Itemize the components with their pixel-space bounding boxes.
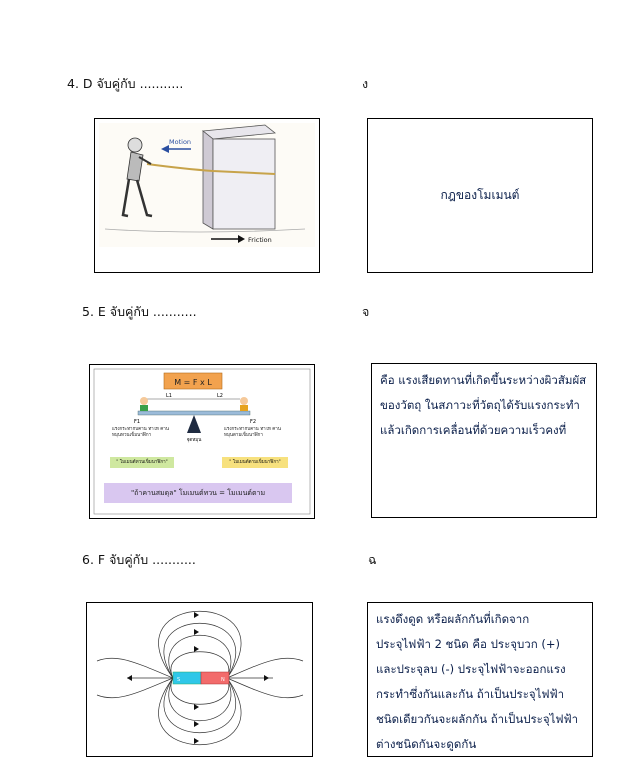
answer-1-text: กฎของโมเมนต์	[440, 188, 520, 202]
right-desc: แรงกระทำกับคาน ทำให้ คานหมุนตามเข็มนาฬิกา	[224, 427, 281, 438]
question-6-letter: ฉ	[368, 552, 377, 567]
moment-diagram	[90, 365, 314, 518]
friction-illustration	[95, 119, 319, 272]
answer-2-text: คือ แรงเสียดทานที่เกิดขึ้นระหว่างผิวสัมผัสของวัตถุ ในสภาวะที่วัตถุได้รับแรงกระทำแล้วเกิดการเคลื่อนที่ด้วยความเร็วคงที่	[380, 373, 587, 437]
l2-label: L2	[217, 393, 223, 399]
f2-label: F2	[250, 419, 257, 425]
question-4-letter: ง	[362, 76, 369, 91]
question-6-label: 6. F จับคู่กับ ...........	[82, 552, 196, 567]
answer-box-1	[367, 118, 593, 273]
left-tag: " โมเมนต์ทวนเข็มนาฬิกา"	[116, 460, 168, 465]
magnet-field-diagram	[87, 603, 312, 756]
answer-box-3	[367, 602, 593, 757]
friction-label: Friction	[248, 236, 272, 244]
left-desc: แรงกระทำกับคาน ทำให้ คานหมุนทวนเข็มนาฬิกา	[112, 427, 169, 438]
magnet-s-label: S	[177, 677, 181, 683]
question-4-label: 4. D จับคู่กับ ...........	[67, 76, 184, 91]
answer-box-2	[371, 363, 597, 518]
pivot-label: จุดหมุน	[186, 438, 202, 443]
question-5-letter: จ	[362, 304, 370, 319]
l1-label: L1	[166, 393, 172, 399]
friction-image	[94, 118, 320, 273]
formula-text: M = F x L	[174, 378, 212, 387]
question-5-label: 5. E จับคู่กับ ...........	[82, 304, 197, 319]
balance-text: "ถ้าคานสมดุล" โมเมนต์ทวน = โมเมนต์ตาม	[130, 489, 266, 497]
magnet-n-label: N	[221, 677, 225, 683]
moment-image	[89, 364, 315, 519]
answer-3-text: แรงดึงดูด หรือผลักกันที่เกิดจากประจุไฟฟ้า 2 ชนิด คือ ประจุบวก (+) และประจุลบ (-) ประจุไฟฟ้าจะออกแรงกระทำซึ่งกันและกัน ถ้าเป็นประจุไฟฟ้าชนิดเดียวกันจะผลักกัน ถ้าเป็นประจุไฟฟ้าต่างชนิดกันจะดูดกัน	[376, 612, 579, 751]
magnet-image	[86, 602, 313, 757]
f1-label: F1	[134, 419, 141, 425]
right-tag: " โมเมนต์ตามเข็มนาฬิกา"	[229, 460, 281, 465]
motion-label: Motion	[169, 138, 192, 146]
